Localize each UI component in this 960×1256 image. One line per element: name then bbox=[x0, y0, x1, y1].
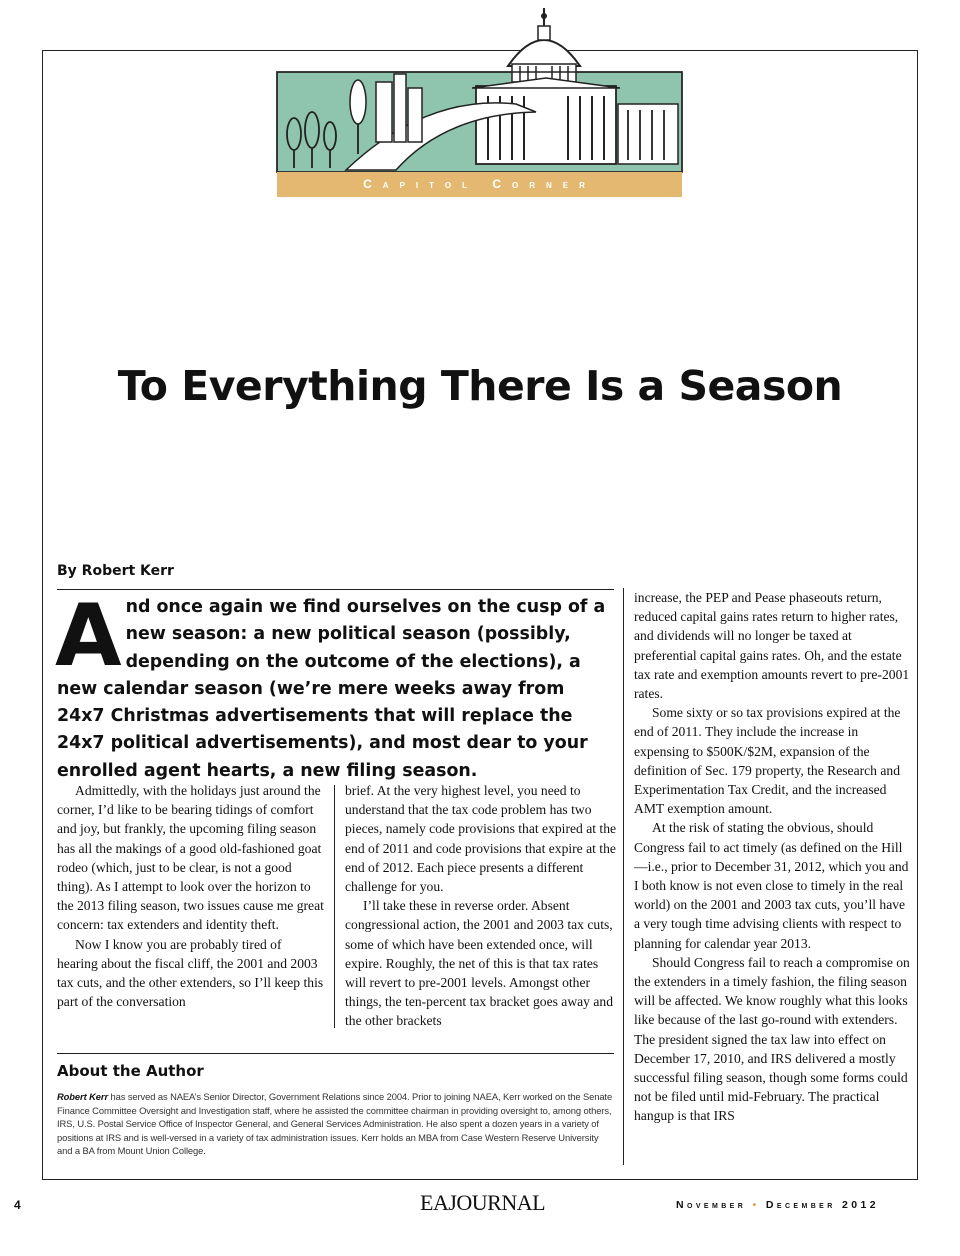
paragraph: I’ll take these in reverse order. Absent congressional action, the 2001 and 2003 tax cuts, some of which have been extended once, will expire. Roughly, the net of this is that tax rates will revert to pre-2001 levels. Amongst other things, the ten-percent tax bracket goes away and the other brackets bbox=[345, 898, 613, 1029]
capitol-illustration bbox=[276, 4, 683, 198]
journal-logo: EAJOURNAL bbox=[420, 1190, 546, 1215]
author-name: Robert Kerr bbox=[57, 1091, 108, 1102]
paragraph: Now I know you are probably tired of hearing about the fiscal cliff, the 2001 and 2003 tax cuts, and the other extenders, so I’ll keep this part of the conversation bbox=[57, 936, 324, 1010]
column-divider bbox=[334, 785, 335, 1028]
article-title: To Everything There Is a Season bbox=[117, 362, 843, 410]
lede-text: nd once again we find ourselves on the cusp of a new season: a new political season (possibly, depending on the outcome of the elections), a new calendar season (we’re mere weeks away from 24x7 Christmas advertisements that will replace the 24x7 political advertisements), and most dear to your enrolled agent hearts, a new filing season. bbox=[57, 597, 606, 781]
paragraph: brief. At the very highest level, you need to understand that the tax code problem has two pieces, namely code provisions that expired at the end of 2011 and code provisions that expire at the end of 2012. Each piece presents a different challenge for you. bbox=[345, 783, 617, 895]
paragraph: Some sixty or so tax provisions expired at the end of 2011. They include the increase in expensing to $500K/$2M, expansion of the definition of Sec. 179 property, the Research and Experimentation Tax Credit, and the increased AMT exemption amount. bbox=[634, 705, 901, 817]
about-heading: About the Author bbox=[57, 1062, 204, 1080]
section-label: Capitol Corner bbox=[277, 172, 682, 197]
body-column-3 bbox=[634, 588, 910, 1126]
paragraph: increase, the PEP and Pease phaseouts return, reduced capital gains rates return to higher rates, and dividends will no longer be taxed at preferential capital gains rates. Oh, and the estate tax rate and exemption amounts revert to pre-2001 rates. bbox=[634, 590, 910, 702]
divider bbox=[57, 589, 614, 590]
issue-date bbox=[676, 1199, 879, 1211]
page-number: 4 bbox=[14, 1198, 21, 1212]
drop-cap: A bbox=[55, 586, 122, 686]
paragraph: Admittedly, with the holidays just around the corner, I’d like to be bearing tidings of comfort and joy, but frankly, the upcoming filing season has all the makings of a good old-fashioned goat rodeo (which, just to be clear, is not a good thing). As I attempt to look over the horizon to the 2013 filing season, two issues cause me great concern: tax extenders and identity theft. bbox=[57, 783, 324, 933]
lede-paragraph bbox=[55, 586, 614, 785]
column-divider bbox=[623, 588, 624, 1165]
divider bbox=[57, 1053, 614, 1054]
paragraph: Should Congress fail to reach a compromise on the extenders in a timely fashion, the filing season will be affected. We know roughly what this looks like because of the last go-round with extenders. The president signed the tax law into effect on December 17, 2010, and IRS delivered a mostly successful filing season, though some forms could not be filed until mid-February. The practical hangup is that IRS bbox=[634, 954, 910, 1124]
body-column-1 bbox=[57, 781, 325, 1011]
issue-separator: • bbox=[752, 1199, 760, 1211]
body-column-2 bbox=[345, 781, 620, 1031]
paragraph: At the risk of stating the obvious, should Congress fail to act timely (as defined on the Hill—i.e., prior to December 31, 2012, which you and I both know is not even close to timely in the real world) on the 2001 and 2003 tax cuts, you’ll have a very tough time advising clients with respect to planning for calendar year 2013. bbox=[634, 820, 909, 951]
about-bio bbox=[57, 1090, 614, 1158]
bio-text: has served as NAEA’s Senior Director, Government Relations since 2004. Prior to joining NAEA, Kerr worked on the Senate Finance Committee Oversight and Investigation staff, where he assisted the committee chairman in providing oversight to, among others, IRS, U.S. Postal Service Office of Inspector General, and General Services Administration. He also spent a dozen years in a variety of positions at IRS and is well-versed in a variety of tax administration issues. Kerr holds an MBA from Case Western Reserve University and a BA from Mount Union College. bbox=[57, 1091, 613, 1156]
byline: By Robert Kerr bbox=[57, 563, 174, 579]
issue-month: November bbox=[676, 1199, 747, 1211]
issue-rest: December 2012 bbox=[765, 1199, 879, 1211]
